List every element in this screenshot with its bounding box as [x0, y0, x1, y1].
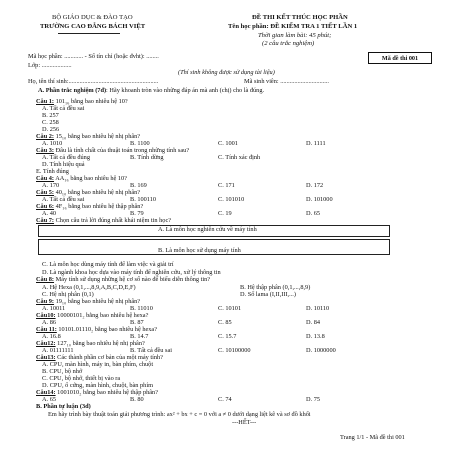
option: D. 172 [306, 182, 324, 189]
option: C. 74 [218, 396, 232, 403]
option: E. Tính đúng [36, 168, 69, 175]
option: C. CPU, bộ nhớ, thiết bị vào ra [42, 375, 121, 382]
option: C. Là môn học dùng máy tính để làm việc và giải trí [42, 261, 174, 268]
question-label: Câu 4: [36, 175, 55, 182]
option: D. 13.8 [306, 333, 325, 340]
question-text: Máy tính sử dụng những hệ cơ số nào để biểu diễn thông tin? [54, 276, 211, 283]
question-text: 127₁₀ bằng bao nhiêu hệ nhị phân? [55, 340, 145, 347]
option: C. Hệ nhị phân (0,1) [42, 291, 94, 298]
part-b-text: Em hãy trình bày thuật toán giải phương trình: ax² + bx + c = 0 với a ≠ 0 dưới dạng liệt kê và sơ đồ khối [48, 411, 311, 418]
option: A. Hệ Hexa (0,1,...,8,9,A,B,C,D,E,F) [42, 284, 136, 291]
option: D. 10110 [306, 305, 330, 312]
question-text: Chọn câu trả lời đúng nhất khái niệm tin học? [54, 217, 172, 224]
question-label: Câu 3: [36, 147, 55, 154]
option: C. 10100000 [218, 347, 251, 354]
question-text: Các thành phần cơ bản của một máy tính? [55, 354, 163, 361]
question-text: 10101.01110₂ bằng bao nhiêu hệ hexa? [56, 326, 158, 333]
question-text: 10000101₂ bằng bao nhiêu hệ hexa? [55, 312, 149, 319]
option: B. 1100 [130, 140, 150, 147]
option: C. 171 [218, 182, 235, 189]
option: D. Là ngành khoa học dựa vào máy tính để nghiên cứu, xử lý thông tin [42, 269, 221, 276]
option: B. 87 [130, 319, 144, 326]
option: B. 169 [130, 182, 147, 189]
no-materials-note: (Thí sinh không được sử dụng tài liệu) [178, 69, 275, 76]
option: C. 19 [218, 210, 232, 217]
option: A. 01111111 [42, 347, 74, 354]
option: D. 256 [42, 126, 60, 133]
question-8 [36, 277, 210, 283]
question-label: Câu 5: [36, 189, 55, 196]
question-label: Câu 9: [36, 298, 55, 305]
option: C. 15.7 [218, 333, 237, 340]
part-a-instruction: : Hãy khoanh tròn vào những đáp án mà anh (chị) cho là đúng. [106, 87, 265, 94]
option: A. Là môn học nghiên cứu về máy tính [158, 226, 257, 233]
exam-code: Mã đề thi 001 [381, 54, 419, 62]
option: B. 257 [42, 112, 59, 119]
option: B. Là môn học sử dụng máy tính [158, 247, 241, 254]
exam-duration: Thời gian làm bài: 45 phút; [258, 32, 332, 39]
option: A. CPU, màn hình, máy in, bàn phím, chuột [42, 361, 154, 368]
question-label: Câu10: [36, 312, 56, 319]
question-label: Câu 11: [36, 326, 57, 333]
option: B. 14.7 [130, 333, 149, 340]
question-count: (2 câu trắc nghiệm) [262, 40, 315, 47]
student-name-field: Họ, tên thí sinh:......................................................... [28, 78, 159, 85]
end-marker: ---HẾT--- [232, 419, 257, 426]
option: A. 40 [42, 210, 56, 217]
question-7 [36, 218, 171, 224]
question-label: Câu14: [36, 389, 56, 396]
question-text: 1001010₂ bằng bao nhiêu hệ thập phân? [55, 389, 158, 396]
question-label: Câu 7: [36, 217, 55, 224]
exam-code-box [368, 52, 432, 64]
option: A. 65 [42, 396, 56, 403]
option: C. 101010 [218, 196, 245, 203]
option: C. 258 [42, 119, 59, 126]
question-text: 15₁₀ bằng bao nhiêu hệ nhị phân? [54, 133, 141, 140]
exam-title: ĐỀ THI KẾT THÚC HỌC PHẦN [252, 14, 348, 21]
question-text: Đâu là tính chất của thuật toán trong những tính sau? [54, 147, 190, 154]
option: B. Tất cả đều sai [130, 347, 173, 354]
option: B. 100110 [130, 196, 157, 203]
page-footer: Trang 1/1 - Mã đề thi 001 [340, 434, 405, 441]
option: A. Tất cả đều đúng [42, 154, 90, 161]
option: D. 75 [306, 396, 320, 403]
course-name: Tên học phần: ĐỀ KIỂM TRA 1 TIẾT LẦN 1 [228, 23, 358, 30]
option: D. 1111 [306, 140, 326, 147]
question-label: Câu 6: [36, 203, 55, 210]
option: D. Số lama (I,II,III,...) [240, 291, 296, 298]
question-label: Câu 1: [36, 98, 55, 105]
option: C. Tính xác định [218, 154, 261, 161]
header-underline-left [58, 33, 120, 34]
question-text: 101₁₆ bằng bao nhiêu hệ 10? [54, 98, 128, 105]
question-text: 4F₁₆ bằng bao nhiêu hệ thập phân? [54, 203, 144, 210]
option: B. Tính dừng [130, 154, 164, 161]
ministry-name: BỘ GIÁO DỤC & ĐÀO TẠO [52, 14, 133, 21]
option: D. Tính hiệu quả [42, 161, 85, 168]
question-label: Câu13: [36, 354, 56, 361]
option: B. 79 [130, 210, 144, 217]
option: D. CPU, ổ cứng, màn hình, chuột, bàn phím [42, 382, 153, 389]
part-a-title: A. Phần trắc nghiệm (7đ) [38, 87, 107, 94]
question-text: 40₁₀ bằng bao nhiêu hệ nhị phân? [54, 189, 141, 196]
question-label: Câu 2: [36, 133, 55, 140]
option: A. 170 [42, 182, 60, 189]
option: C. 1001 [218, 140, 238, 147]
class-field: Lớp: ................... [28, 62, 72, 69]
option: A. Tất cả đều sai [42, 105, 85, 112]
option: B. CPU, bộ nhớ [42, 368, 83, 375]
option: D. 1000000 [306, 347, 336, 354]
option: A. Tất cả đều sai [42, 196, 85, 203]
option: A. 86 [42, 319, 56, 326]
question-text: 19₁₀ bằng bao nhiêu hệ nhị phân? [54, 298, 141, 305]
student-id-field: Mã sinh viên: ............................... [244, 78, 330, 85]
option: D. 65 [306, 210, 320, 217]
option: D. 84 [306, 319, 320, 326]
option: C. 10101 [218, 305, 242, 312]
question-text: AA₁₆ bằng bao nhiêu hệ 10? [54, 175, 127, 182]
option: A. 16.8 [42, 333, 61, 340]
part-a-heading [38, 88, 264, 94]
option: B. Hệ thập phân (0,1,...,8,9) [240, 284, 311, 291]
course-code-field: Mã học phần: ............ - Số tín chỉ (hoặc đvht): ........ [28, 53, 159, 60]
option: B. 80 [130, 396, 144, 403]
option: C. 85 [218, 319, 232, 326]
option: B. 11010 [130, 305, 153, 312]
question-label: Câu 8: [36, 276, 55, 283]
option: D. 101000 [306, 196, 333, 203]
part-b-title: B. Phần tự luận (3đ) [36, 403, 91, 410]
option: A. 1010 [42, 140, 63, 147]
question-label: Câu12: [36, 340, 56, 347]
college-name: TRƯỜNG CAO ĐẲNG BÁCH VIỆT [40, 23, 146, 30]
option: A. 10011 [42, 305, 66, 312]
